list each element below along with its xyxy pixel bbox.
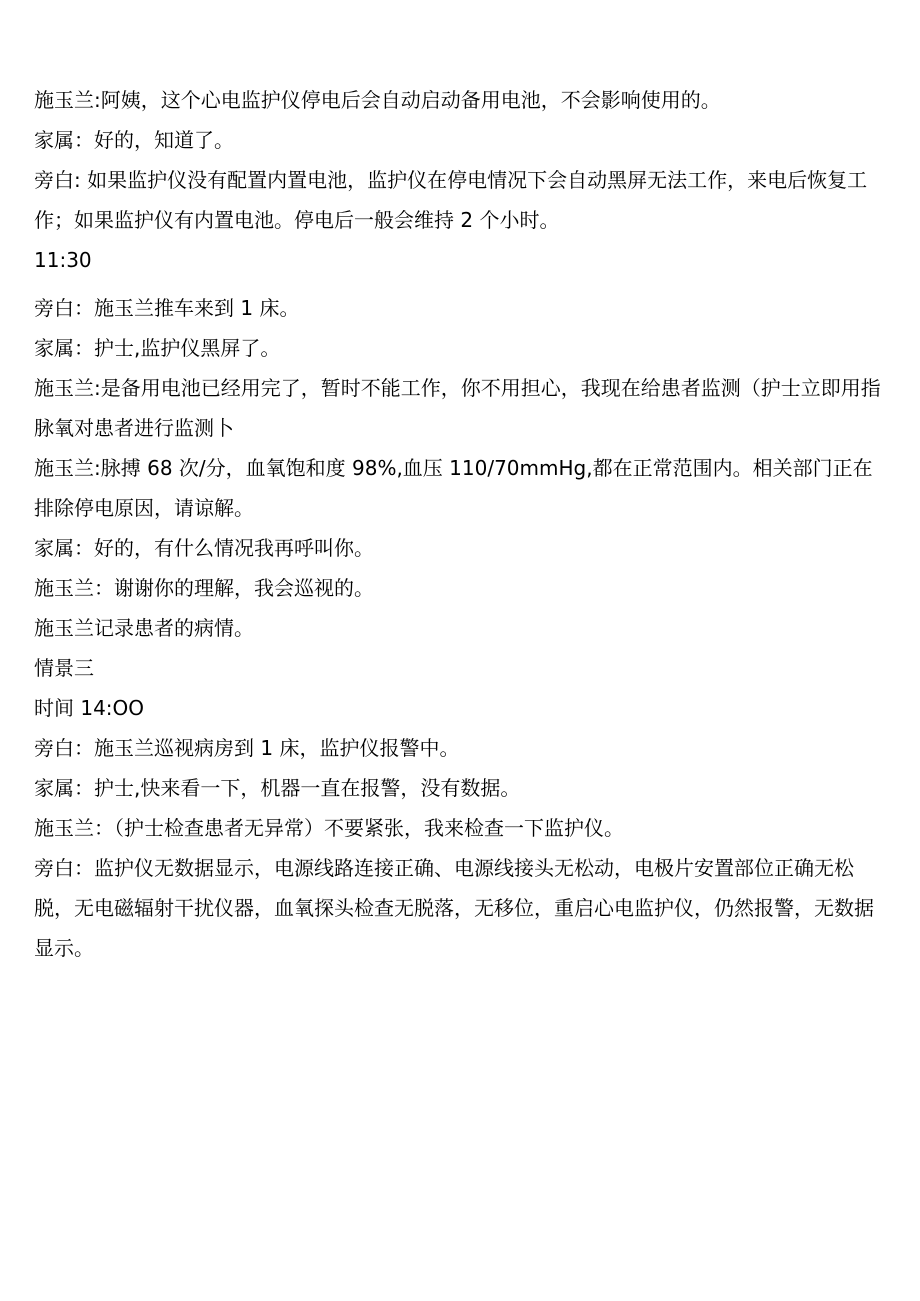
- paragraph-5: 旁白：施玉兰推车来到 1 床。: [34, 296, 300, 320]
- scene-heading: 情景三: [34, 656, 94, 680]
- paragraph-9: 家属：好的，有什么情况我再呼叫你。: [34, 536, 374, 560]
- paragraph-16: 施玉兰：（护士检查患者无异常）不要紧张，我来检查一下监护仪。: [34, 816, 624, 840]
- paragraph-14: 旁白：施玉兰巡视病房到 1 床，监护仪报警中。: [34, 736, 460, 760]
- paragraph-15: 家属：护士,快来看一下，机器一直在报警，没有数据。: [34, 776, 521, 800]
- paragraph-7: 施玉兰:是备用电池已经用完了，暂时不能工作，你不用担心，我现在给患者监测（护士立即用指脉氧对患者进行监测卜: [34, 376, 881, 440]
- paragraph-17: 旁白：监护仪无数据显示，电源线路连接正确、电源线接头无松动，电极片安置部位正确无松脱，无电磁辐射干扰仪器，血氧探头检查无脱落，无移位，重启心电监护仪，仍然报警，无数据显示。: [34, 856, 874, 960]
- paragraph-3: 旁白: 如果监护仪没有配置内置电池，监护仪在停电情况下会自动黑屏无法工作，来电后恢复工作；如果监护仪有内置电池。停电后一般会维持 2 个小时。: [34, 168, 868, 232]
- paragraph-11: 施玉兰记录患者的病情。: [34, 616, 254, 640]
- paragraph-8: 施玉兰:脉搏 68 次/分，血氧饱和度 98%,血压 110/70mmHg,都在正常范围内。相关部门正在排除停电原因，请谅解。: [34, 456, 873, 520]
- paragraph-6: 家属：护士,监护仪黑屏了。: [34, 336, 281, 360]
- time-heading-1400: 时间 14:OO: [34, 696, 145, 720]
- paragraph-2: 家属：好的，知道了。: [34, 128, 234, 152]
- document-page: [34, 80, 886, 968]
- paragraph-10: 施玉兰：谢谢你的理解，我会巡视的。: [34, 576, 374, 600]
- time-heading-1130: 11:30: [34, 248, 92, 272]
- paragraph-1: 施玉兰:阿姨，这个心电监护仪停电后会自动启动备用电池，不会影响使用的。: [34, 88, 721, 112]
